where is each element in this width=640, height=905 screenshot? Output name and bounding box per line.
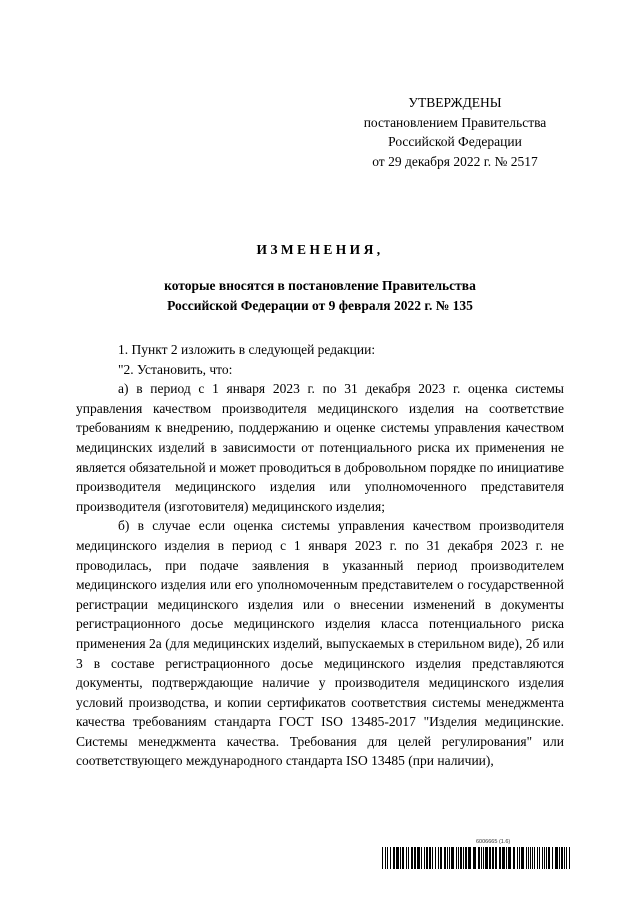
document-stamp: 6006665 (1.6) [476, 839, 511, 845]
barcode-icon [382, 847, 570, 869]
approval-line-1: постановлением Правительства [363, 114, 547, 130]
approval-line-3: от 29 декабря 2022 г. № 2517 [372, 153, 538, 169]
document-subtitle [76, 276, 564, 315]
paragraph-4: б) в случае если оценка системы управления качеством производителя медицинского изделия в период с 1 января 2023 г. по 31 декабря 2023 г. не проводилась, при подаче заявления в указанный период производителем медицинского изделия или его уполномоченным представителем о государственной регистрации медицинского изделия или о внесении изменений в документы регистрационного досье медицинского изделия класса потенциального риска применения 2а (для медицинских изделий, выпускаемых в стерильном виде), 2б или 3 в составе регистрационного досье медицинского изделия представляются документы, подтверждающие наличие у производителя медицинского изделия условий производства, и копии сертификатов соответствия системы менеджмента качества требованиям стандарта ГОСТ ISO 13485-2017 "Изделия медицинские. Системы менеджмента качества. Требования для целей регулирования" или соответствующего международного стандарта ISO 13485 (при наличии), [76, 518, 564, 769]
document-title: ИЗМЕНЕНИЯ, [256, 242, 384, 257]
approval-label: УТВЕРЖДЕНЫ [408, 95, 502, 110]
subtitle-line-2: Российской Федерации от 9 февраля 2022 г. № 135 [167, 297, 473, 313]
approval-block [330, 93, 580, 171]
paragraph-3: а) в период с 1 января 2023 г. по 31 декабря 2023 г. оценка системы управления качеством производителя медицинского изделия на соответствие требованиям к внедрению, поддержанию и оценке системы управления качеством медицинских изделий в зависимости от потенциального риска их применения не является обязательной и может проводиться в добровольном порядке по инициативе производителя медицинского изделия или уполномоченного представителя производителя (изготовителя) медицинского изделия; [76, 381, 564, 514]
paragraph-1: 1. Пункт 2 изложить в следующей редакции: [118, 342, 376, 357]
title-block [76, 240, 564, 315]
paragraph-2: "2. Установить, что: [118, 361, 233, 377]
document-body [76, 340, 564, 771]
approval-line-2: Российской Федерации [388, 134, 522, 149]
subtitle-line-1: которые вносятся в постановление Правительства [164, 278, 476, 293]
